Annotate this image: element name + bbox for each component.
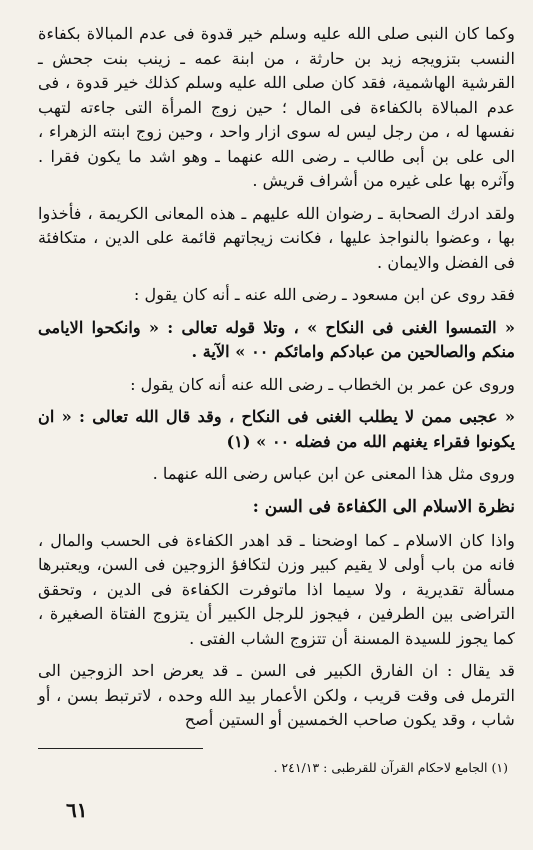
paragraph-umar-intro: وروى عن عمر بن الخطاب ـ رضى الله عنه أنه كان يقول : — [130, 374, 515, 394]
paragraph-age-1: واذا كان الاسلام ـ كما اوضحنا ـ قد اهدر الكفاءة فى الحسب والمال ، فانه من باب أولى لا يقيم كبير وزن لتكافؤ الزوجين فى السن، ويعتبرها مسألة تقديرية ، ولا سيما اذا ماتوفرت الكفاءة فى الدين ، وتحقق التراضى بين الطرفين ، فيجوز للرجل الكبير أن يتزوج الفتاة الصغيرة ، كما يجوز للسيدة المسنة أن تتزوج الشاب الفتى . — [38, 530, 515, 648]
page-number: ٦١ — [66, 798, 88, 822]
footnote: (١) الجامع لاحكام القرآن للقرطبى : ٢٤١/١٣ . — [273, 760, 508, 775]
quote-umar: « عجبى ممن لا يطلب الغنى فى النكاح ، وقد قال الله تعالى : « ان يكونوا فقراء يغنهم الله من فضله ٠٠ » (١) — [38, 407, 515, 451]
paragraph-age-2: قد يقال : ان الفارق الكبير فى السن ـ قد يعرض احد الزوجين الى الترمل فى وقت قريب ، ولكن الأعمار بيد الله وحده ، لاترتبط بسن ، أو شاب ، وقد يكون صاحب الخمسين أو الستين أصح — [38, 661, 515, 729]
page-body — [38, 22, 515, 822]
section-heading: نظرة الاسلام الى الكفاءة فى السن : — [252, 496, 515, 517]
paragraph-2: ولقد ادرك الصحابة ـ رضوان الله عليهم ـ هذه المعانى الكريمة ، فأخذوا بها ، وعضوا بالنواجذ عليها ، فكانت زيجاتهم قائمة على الدين ، متكافئة فى الفضل والايمان . — [38, 203, 515, 272]
paragraph-1: وكما كان النبى صلى الله عليه وسلم خير قدوة فى عدم المبالاة بكفاءة النسب بتزويجه زيد بن حارثة ، من ابنة عمه ـ زينب بنت جحش ـ القرشية الهاشمية، فقد كان صلى الله عليه وسلم كذلك خير قدوة ، فى عدم المبالاة بالكفاءة فى المال ؛ حين زوج المرأة التى جاءته لتهب نفسها له ، من رجل ليس له سوى ازار واحد ، وحين زوج ابنته الزهراء ، الى على بن أبى طالب ـ رضى الله عنهما ـ وهو اشد ما يكون فقرا . وآثره بها على غيره من أشراف قريش . — [38, 24, 515, 190]
paragraph-3: فقد روى عن ابن مسعود ـ رضى الله عنه ـ أنه كان يقول : — [133, 285, 515, 304]
footnote-divider — [38, 748, 203, 749]
paragraph-ibn-abbas: وروى مثل هذا المعنى عن ابن عباس رضى الله عنهما . — [152, 464, 515, 483]
quote-ibn-masud: « التمسوا الغنى فى النكاح » ، وتلا قوله تعالى : « وانكحوا الايامى منكم والصالحين من عبادكم وامائكم ٠٠ » الآية . — [38, 317, 515, 361]
